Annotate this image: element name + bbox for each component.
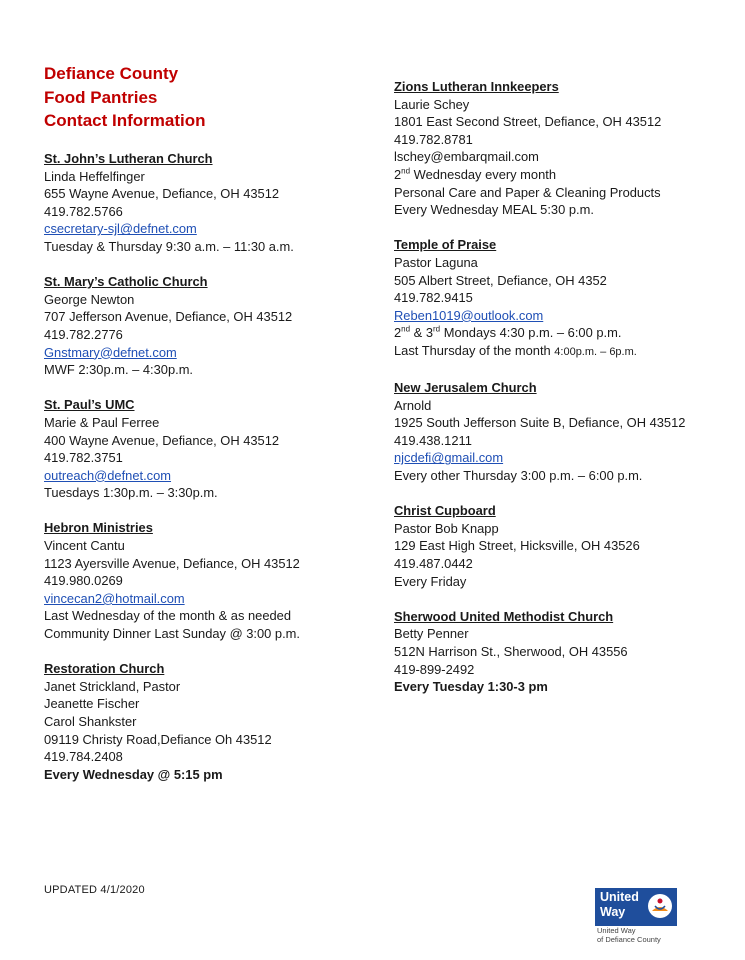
pantry-name: St. Paul’s UMC [44, 397, 135, 413]
pantry-address: 1801 East Second Street, Defiance, OH 43512 [394, 114, 662, 130]
pantry-hours: Tuesday & Thursday 9:30 a.m. – 11:30 a.m. [44, 238, 294, 254]
pantry-address: 707 Jefferson Avenue, Defiance, OH 43512 [44, 309, 293, 325]
united-way-logo [595, 888, 705, 946]
pantry-contact-3: Carol Shankster [44, 714, 137, 729]
pantry-contact-2: Jeanette Fischer [44, 696, 140, 712]
pantry-entry-hebron [44, 519, 384, 642]
pantry-entry-restoration [44, 660, 384, 783]
pantry-name: St. John’s Lutheran Church [44, 151, 213, 166]
right-column [394, 78, 739, 713]
pantry-email-link[interactable]: vincecan2@hotmail.com [44, 590, 185, 606]
pantry-name: St. Mary’s Catholic Church [44, 274, 208, 290]
pantry-phone: 419.782.3751 [44, 450, 123, 466]
pantry-entry-st-pauls [44, 396, 384, 502]
pantry-contact: Pastor Bob Knapp [394, 520, 499, 536]
logo-wordmark: United Way [600, 890, 639, 919]
pantry-phone: 419.782.8781 [394, 131, 473, 147]
pantry-email-link[interactable]: outreach@defnet.com [44, 467, 172, 483]
pantry-name: Restoration Church [44, 661, 165, 677]
hand-icon [648, 894, 672, 918]
pantry-name: Hebron Ministries [44, 520, 153, 536]
page-title [44, 62, 206, 133]
pantry-extra: Last Thursday of the month 4:00p.m. – 6p.m. [394, 342, 637, 358]
pantry-address: 400 Wayne Avenue, Defiance, OH 43512 [44, 432, 280, 448]
pantry-email-link[interactable]: njcdefi@gmail.com [394, 450, 504, 466]
pantry-hours: MWF 2:30p.m. – 4:30p.m. [44, 362, 194, 378]
pantry-hours: 2nd & 3rd Mondays 4:30 p.m. – 6:00 p.m. [394, 325, 622, 341]
pantry-hours: Last Wednesday of the month & as needed [44, 608, 291, 624]
pantry-address: 1123 Ayersville Avenue, Defiance, OH 43512 [44, 555, 300, 571]
pantry-contact: Vincent Cantu [44, 538, 125, 554]
pantry-entry-temple-of-praise [394, 236, 739, 361]
pantry-entry-st-marys [44, 273, 384, 379]
updated-date: UPDATED 4/1/2020 [44, 884, 145, 896]
pantry-contact: Betty Penner [394, 626, 469, 642]
pantry-name: Temple of Praise [394, 237, 497, 253]
pantry-name: Zions Lutheran Innkeepers [394, 79, 559, 94]
pantry-name: Christ Cupboard [394, 503, 496, 519]
pantry-phone: 419.487.0442 [394, 556, 473, 572]
title-line-1: Defiance County [44, 64, 179, 83]
pantry-contact: Janet Strickland, Pastor [44, 678, 181, 694]
pantry-address: 129 East High Street, Hicksville, OH 43526 [394, 538, 640, 554]
pantry-address: 09119 Christy Road,Defiance Oh 43512 [44, 731, 272, 747]
pantry-hours: Every Friday [394, 573, 467, 589]
pantry-email-link[interactable]: Reben1019@outlook.com [394, 307, 544, 323]
pantry-hours: Every Tuesday 1:30-3 pm [394, 679, 548, 695]
title-line-3: Contact Information [44, 111, 206, 130]
pantry-hours: Every Wednesday @ 5:15 pm [44, 766, 223, 782]
pantry-phone: 419.782.9415 [394, 290, 473, 306]
pantry-hours: Every other Thursday 3:00 p.m. – 6:00 p.m. [394, 468, 643, 484]
pantry-name: New Jerusalem Church [394, 380, 537, 396]
pantry-address: 505 Albert Street, Defiance, OH 4352 [394, 272, 607, 288]
pantry-entry-st-johns [44, 150, 384, 256]
pantry-extra: Community Dinner Last Sunday @ 3:00 p.m. [44, 626, 300, 642]
pantry-email: lschey@embarqmail.com [394, 149, 539, 165]
pantry-phone: 419.438.1211 [394, 432, 472, 448]
pantry-email-link[interactable]: Gnstmary@defnet.com [44, 344, 177, 360]
pantry-phone: 419.980.0269 [44, 573, 123, 589]
title-line-2: Food Pantries [44, 87, 158, 107]
pantry-entry-zions [394, 78, 739, 219]
pantry-entry-new-jerusalem [394, 379, 739, 485]
pantry-hours: 2nd Wednesday every month [394, 166, 557, 182]
pantry-entry-christ-cupboard [394, 502, 739, 590]
pantry-entry-sherwood [394, 608, 739, 696]
pantry-email-link[interactable]: csecretary-sjl@defnet.com [44, 221, 197, 237]
pantry-phone: 419.782.5766 [44, 203, 123, 219]
pantry-contact: Linda Heffelfinger [44, 168, 145, 184]
pantry-contact: Marie & Paul Ferree [44, 414, 160, 430]
pantry-phone: 419.784.2408 [44, 749, 123, 765]
pantry-contact: Laurie Schey [394, 96, 470, 112]
pantry-address: 512N Harrison St., Sherwood, OH 43556 [394, 644, 628, 659]
left-column [44, 150, 384, 801]
pantry-address: 1925 South Jefferson Suite B, Defiance, OH 43512 [394, 415, 686, 431]
pantry-contact: Arnold [394, 397, 432, 413]
pantry-phone: 419.782.2776 [44, 326, 123, 342]
pantry-address: 655 Wayne Avenue, Defiance, OH 43512 [44, 186, 280, 202]
pantry-phone: 419-899-2492 [394, 661, 475, 677]
pantry-contact: Pastor Laguna [394, 254, 478, 270]
logo-box [595, 888, 677, 926]
pantry-hours: Tuesdays 1:30p.m. – 3:30p.m. [44, 485, 218, 501]
pantry-extra-2: Every Wednesday MEAL 5:30 p.m. [394, 202, 594, 218]
pantry-name: Sherwood United Methodist Church [394, 608, 614, 624]
pantry-contact: George Newton [44, 291, 135, 307]
pantry-extra: Personal Care and Paper & Cleaning Products [394, 184, 661, 200]
logo-subtitle: United Way of Defiance County [597, 926, 661, 944]
